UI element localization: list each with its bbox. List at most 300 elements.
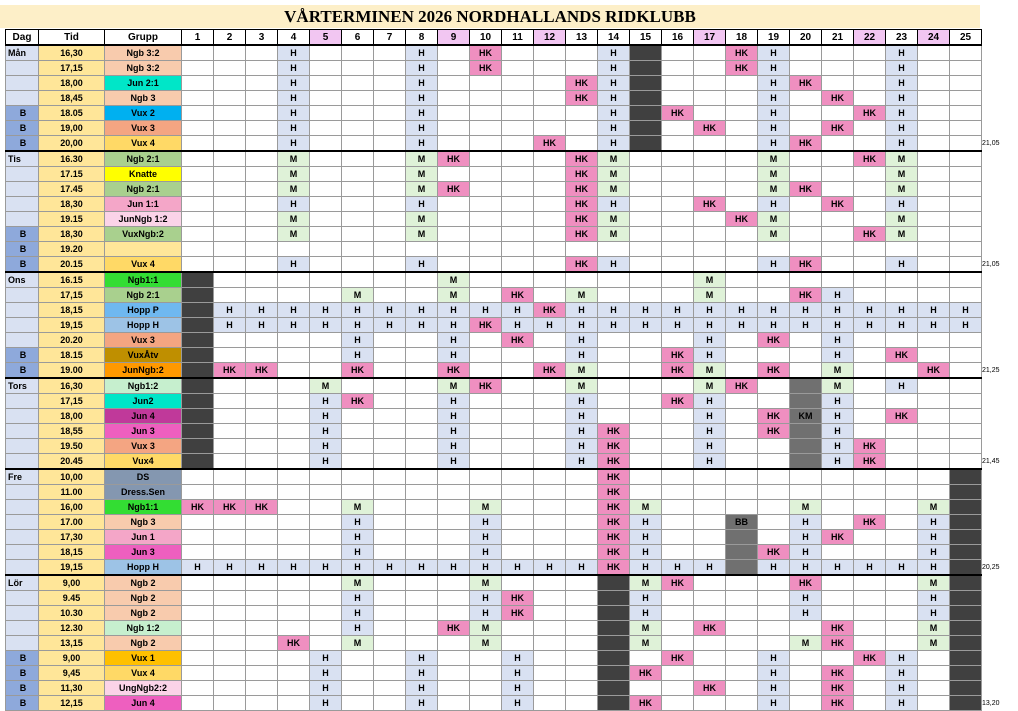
week-cell [502, 378, 534, 394]
header-cell: 16 [662, 30, 694, 46]
week-cell: H [470, 530, 502, 545]
week-cell [726, 348, 758, 363]
week-cell: H [822, 454, 854, 470]
week-cell: M [630, 621, 662, 636]
week-cell [182, 76, 214, 91]
week-cell: KM [790, 409, 822, 424]
day-cell [6, 560, 39, 576]
week-cell [854, 121, 886, 136]
week-cell [534, 666, 566, 681]
week-cell [822, 242, 854, 257]
week-cell [598, 394, 630, 409]
week-cell [598, 696, 630, 711]
schedule-row [6, 272, 1016, 288]
week-cell [470, 167, 502, 182]
week-cell [822, 106, 854, 121]
week-cell [470, 424, 502, 439]
week-cell [726, 136, 758, 152]
week-cell [662, 530, 694, 545]
week-cell [310, 545, 342, 560]
week-cell [182, 318, 214, 333]
week-cell [310, 333, 342, 348]
week-cell [630, 485, 662, 500]
week-cell: H [438, 318, 470, 333]
week-cell: M [278, 212, 310, 227]
week-cell: H [470, 560, 502, 576]
day-cell: B [6, 242, 39, 257]
group-cell: Ngb 3 [105, 91, 182, 106]
week-cell [246, 348, 278, 363]
week-cell [182, 621, 214, 636]
week-cell [726, 469, 758, 485]
week-cell [950, 681, 982, 696]
week-cell [310, 485, 342, 500]
week-cell [662, 242, 694, 257]
week-cell: H [886, 257, 918, 273]
week-cell [406, 530, 438, 545]
week-cell [950, 591, 982, 606]
week-cell [310, 182, 342, 197]
week-cell [214, 575, 246, 591]
week-cell: H [726, 303, 758, 318]
week-cell [758, 621, 790, 636]
week-cell [630, 227, 662, 242]
week-cell [534, 288, 566, 303]
week-cell: HK [918, 363, 950, 379]
week-cell [790, 348, 822, 363]
week-cell [278, 485, 310, 500]
week-cell: H [790, 545, 822, 560]
week-cell: HK [566, 197, 598, 212]
end-time-label [982, 91, 1016, 106]
week-cell [822, 136, 854, 152]
schedule-row [6, 227, 1016, 242]
week-cell [630, 454, 662, 470]
week-cell: M [470, 636, 502, 651]
day-cell [6, 591, 39, 606]
end-time-label [982, 621, 1016, 636]
week-cell [598, 666, 630, 681]
header-cell: 12 [534, 30, 566, 46]
week-cell: H [310, 424, 342, 439]
week-cell [566, 469, 598, 485]
week-cell [310, 151, 342, 167]
week-cell: HK [854, 454, 886, 470]
week-cell [950, 76, 982, 91]
week-cell: H [950, 318, 982, 333]
week-cell [566, 621, 598, 636]
week-cell [566, 485, 598, 500]
day-cell [6, 197, 39, 212]
week-cell [374, 45, 406, 61]
week-cell [598, 591, 630, 606]
week-cell: H [406, 45, 438, 61]
week-cell [246, 288, 278, 303]
week-cell [502, 545, 534, 560]
week-cell: H [566, 560, 598, 576]
week-cell [470, 409, 502, 424]
week-cell [246, 227, 278, 242]
week-cell [374, 167, 406, 182]
week-cell: H [246, 303, 278, 318]
week-cell: HK [598, 560, 630, 576]
week-cell: HK [758, 333, 790, 348]
week-cell [534, 606, 566, 621]
week-cell [854, 76, 886, 91]
week-cell: HK [534, 363, 566, 379]
time-cell: 19,15 [39, 560, 105, 576]
week-cell: HK [726, 212, 758, 227]
schedule-row [6, 409, 1016, 424]
week-cell [694, 500, 726, 515]
week-cell [470, 681, 502, 696]
day-cell [6, 76, 39, 91]
schedule-row [6, 212, 1016, 227]
week-cell [566, 636, 598, 651]
week-cell: H [566, 394, 598, 409]
group-cell: Vux 4 [105, 666, 182, 681]
time-cell: 11.00 [39, 485, 105, 500]
week-cell: H [374, 303, 406, 318]
end-time-label [982, 242, 1016, 257]
week-cell [566, 606, 598, 621]
week-cell [950, 696, 982, 711]
week-cell [726, 636, 758, 651]
week-cell [950, 454, 982, 470]
day-cell [6, 303, 39, 318]
week-cell [214, 666, 246, 681]
week-cell [438, 575, 470, 591]
week-cell [790, 106, 822, 121]
week-cell [854, 182, 886, 197]
week-cell [278, 606, 310, 621]
week-cell: H [886, 121, 918, 136]
week-cell: H [694, 318, 726, 333]
week-cell [918, 348, 950, 363]
week-cell [406, 394, 438, 409]
week-cell [726, 591, 758, 606]
week-cell [246, 454, 278, 470]
week-cell [438, 515, 470, 530]
week-cell: HK [790, 288, 822, 303]
week-cell: H [278, 76, 310, 91]
week-cell [470, 333, 502, 348]
week-cell [630, 469, 662, 485]
week-cell [918, 91, 950, 106]
week-cell [726, 454, 758, 470]
day-cell [6, 636, 39, 651]
week-cell [694, 242, 726, 257]
week-cell [278, 288, 310, 303]
week-cell [182, 469, 214, 485]
week-cell [662, 409, 694, 424]
week-cell: HK [598, 469, 630, 485]
end-time-label [982, 303, 1016, 318]
week-cell [566, 45, 598, 61]
end-time-label [982, 666, 1016, 681]
end-time-label [982, 575, 1016, 591]
group-cell: Ngb 2:1 [105, 182, 182, 197]
week-cell [886, 636, 918, 651]
week-cell [182, 485, 214, 500]
week-cell [694, 106, 726, 121]
week-cell [822, 545, 854, 560]
week-cell [374, 515, 406, 530]
schedule-row [6, 591, 1016, 606]
week-cell: H [342, 333, 374, 348]
week-cell: H [790, 530, 822, 545]
week-cell [918, 272, 950, 288]
week-cell [182, 515, 214, 530]
week-cell [566, 666, 598, 681]
week-cell [342, 666, 374, 681]
week-cell: H [822, 394, 854, 409]
week-cell [374, 136, 406, 152]
week-cell [534, 151, 566, 167]
week-cell: HK [822, 121, 854, 136]
end-time-label [982, 409, 1016, 424]
week-cell [310, 363, 342, 379]
week-cell [182, 61, 214, 76]
week-cell [438, 257, 470, 273]
week-cell [886, 333, 918, 348]
week-cell [246, 121, 278, 136]
week-cell: H [790, 606, 822, 621]
week-cell [502, 182, 534, 197]
week-cell [918, 121, 950, 136]
time-cell: 18,30 [39, 197, 105, 212]
week-cell: HK [438, 363, 470, 379]
week-cell: M [790, 500, 822, 515]
week-cell [950, 666, 982, 681]
week-cell [214, 61, 246, 76]
end-time-label [982, 212, 1016, 227]
week-cell: H [310, 696, 342, 711]
time-cell: 18,00 [39, 76, 105, 91]
week-cell [630, 212, 662, 227]
week-cell [502, 424, 534, 439]
week-cell [790, 469, 822, 485]
group-cell: Jun 4 [105, 696, 182, 711]
week-cell [374, 242, 406, 257]
week-cell [502, 91, 534, 106]
week-cell: H [502, 303, 534, 318]
week-cell [214, 106, 246, 121]
week-cell [566, 681, 598, 696]
week-cell [790, 439, 822, 454]
week-cell [662, 515, 694, 530]
week-cell [662, 424, 694, 439]
week-cell: H [694, 454, 726, 470]
end-time-label [982, 76, 1016, 91]
day-cell [6, 167, 39, 182]
week-cell [726, 242, 758, 257]
week-cell [662, 545, 694, 560]
day-cell: B [6, 257, 39, 273]
week-cell [694, 257, 726, 273]
end-time-label [982, 591, 1016, 606]
week-cell: H [470, 545, 502, 560]
week-cell: H [182, 560, 214, 576]
week-cell [790, 197, 822, 212]
week-cell [566, 696, 598, 711]
group-cell: Vux 3 [105, 333, 182, 348]
week-cell [790, 696, 822, 711]
week-cell: M [598, 151, 630, 167]
header-cell: 6 [342, 30, 374, 46]
week-cell [534, 621, 566, 636]
week-cell: M [918, 575, 950, 591]
day-cell [6, 182, 39, 197]
week-cell [950, 212, 982, 227]
week-cell: H [534, 318, 566, 333]
week-cell: HK [662, 363, 694, 379]
week-cell: H [758, 666, 790, 681]
week-cell [822, 45, 854, 61]
week-cell [918, 151, 950, 167]
week-cell: H [822, 560, 854, 576]
week-cell: M [278, 182, 310, 197]
week-cell: M [758, 182, 790, 197]
week-cell: H [694, 439, 726, 454]
week-cell: H [566, 409, 598, 424]
week-cell [854, 591, 886, 606]
week-cell [726, 681, 758, 696]
week-cell [662, 182, 694, 197]
week-cell: H [630, 530, 662, 545]
week-cell: HK [470, 45, 502, 61]
week-cell: HK [822, 621, 854, 636]
week-cell [758, 394, 790, 409]
week-cell [534, 182, 566, 197]
week-cell [662, 61, 694, 76]
week-cell [182, 545, 214, 560]
week-cell [214, 91, 246, 106]
week-cell [726, 121, 758, 136]
end-time-label [982, 272, 1016, 288]
week-cell [470, 106, 502, 121]
day-cell [6, 61, 39, 76]
week-cell [790, 454, 822, 470]
week-cell [246, 621, 278, 636]
week-cell: HK [886, 409, 918, 424]
week-cell: HK [534, 303, 566, 318]
week-cell [822, 227, 854, 242]
group-cell: Ngb1:2 [105, 378, 182, 394]
week-cell [246, 378, 278, 394]
week-cell [374, 394, 406, 409]
week-cell [502, 61, 534, 76]
end-time-label [982, 681, 1016, 696]
week-cell: M [694, 378, 726, 394]
week-cell [662, 681, 694, 696]
week-cell [438, 469, 470, 485]
week-cell [342, 485, 374, 500]
group-cell: Hopp H [105, 560, 182, 576]
week-cell [662, 197, 694, 212]
week-cell: M [598, 212, 630, 227]
week-cell [790, 167, 822, 182]
week-cell [470, 394, 502, 409]
week-cell [950, 288, 982, 303]
end-time-label [982, 378, 1016, 394]
week-cell [662, 227, 694, 242]
week-cell [310, 227, 342, 242]
header-cell: 22 [854, 30, 886, 46]
week-cell [886, 575, 918, 591]
week-cell [406, 454, 438, 470]
group-cell: Vux 4 [105, 257, 182, 273]
week-cell [854, 257, 886, 273]
time-cell: 20.45 [39, 454, 105, 470]
week-cell: M [822, 363, 854, 379]
week-cell [310, 272, 342, 288]
schedule-row [6, 469, 1016, 485]
week-cell [630, 45, 662, 61]
week-cell [566, 500, 598, 515]
week-cell: H [886, 136, 918, 152]
week-cell: H [886, 560, 918, 576]
week-cell [886, 288, 918, 303]
week-cell [598, 288, 630, 303]
week-cell [822, 61, 854, 76]
end-time-label [982, 651, 1016, 666]
week-cell [278, 394, 310, 409]
week-cell: H [758, 318, 790, 333]
week-cell [374, 424, 406, 439]
group-cell: Jun 1 [105, 530, 182, 545]
week-cell [342, 242, 374, 257]
week-cell [950, 485, 982, 500]
day-cell: B [6, 136, 39, 152]
week-cell [502, 454, 534, 470]
week-cell [918, 136, 950, 152]
week-cell [406, 363, 438, 379]
week-cell [822, 151, 854, 167]
week-cell [630, 136, 662, 152]
schedule-row [6, 197, 1016, 212]
week-cell [918, 651, 950, 666]
schedule-row [6, 121, 1016, 136]
week-cell [598, 636, 630, 651]
week-cell [470, 182, 502, 197]
schedule-row [6, 303, 1016, 318]
week-cell [214, 136, 246, 152]
week-cell [278, 439, 310, 454]
week-cell [630, 61, 662, 76]
time-cell: 9,00 [39, 575, 105, 591]
week-cell [854, 666, 886, 681]
week-cell [950, 121, 982, 136]
week-cell [662, 45, 694, 61]
week-cell [342, 424, 374, 439]
week-cell [214, 76, 246, 91]
week-cell: H [406, 696, 438, 711]
end-time-label [982, 121, 1016, 136]
week-cell: H [566, 318, 598, 333]
schedule-row [6, 621, 1016, 636]
week-cell [662, 167, 694, 182]
week-cell [182, 454, 214, 470]
week-cell [726, 91, 758, 106]
week-cell [950, 182, 982, 197]
week-cell [374, 545, 406, 560]
week-cell [630, 272, 662, 288]
week-cell [214, 515, 246, 530]
week-cell [502, 530, 534, 545]
week-cell: H [310, 651, 342, 666]
week-cell: H [790, 591, 822, 606]
